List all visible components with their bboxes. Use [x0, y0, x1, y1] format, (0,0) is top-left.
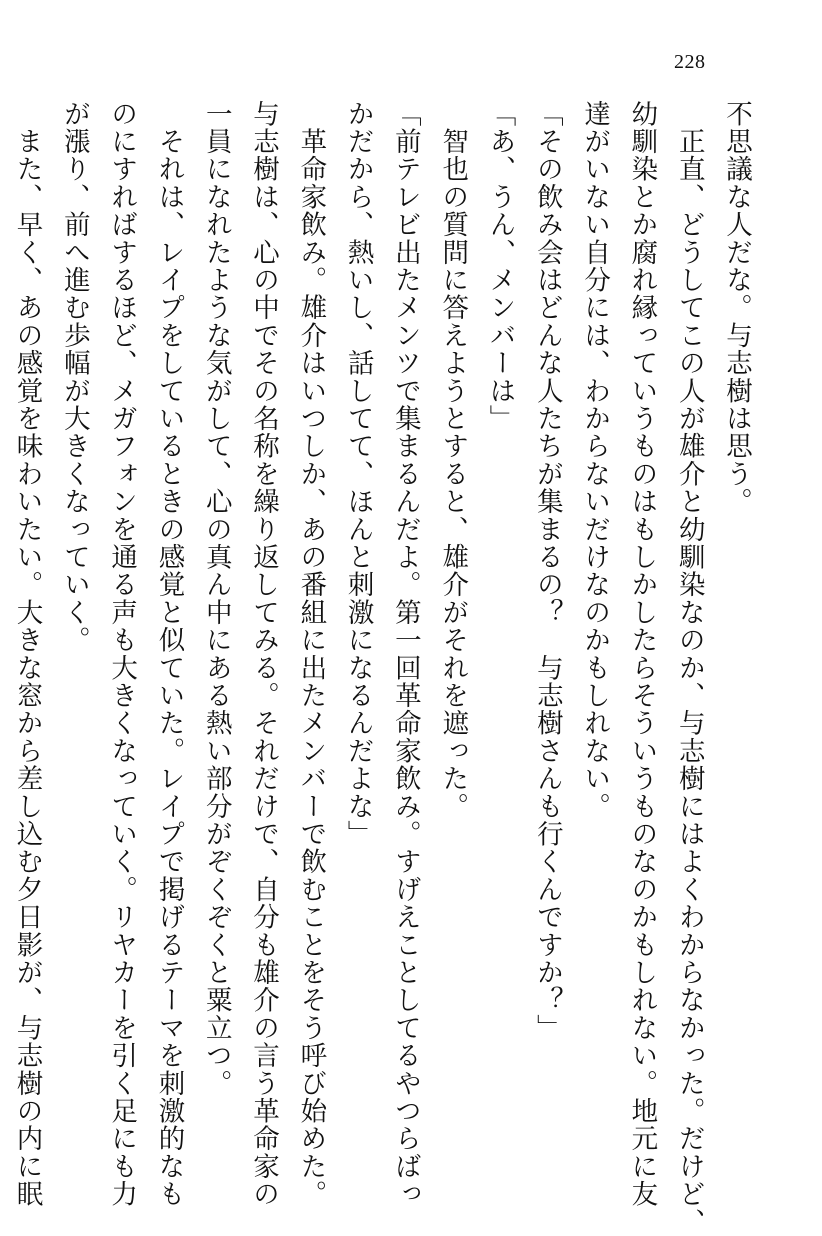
text-line: が漲り、前へ進む歩幅が大きくなっていく。: [58, 100, 90, 654]
text-line: 達がいない自分には、わからないだけなのかもしれない。: [579, 100, 611, 821]
text-line: のにすればするほど、メガフォンを通る声も大きくなっていく。リヤカーを引く足にも力: [106, 100, 138, 1208]
text-line: 不思議な人だな。与志樹は思う。: [721, 100, 752, 516]
text-line: 幼馴染とか腐れ縁っていうものはもしかしたらそういうものなのかもしれない。地元に友: [626, 100, 658, 1208]
text-line: 与志樹は、心の中でその名称を繰り返してみる。それだけで、自分も雄介の言う革命家の: [248, 100, 280, 1208]
text-line: それは、レイプをしているときの感覚と似ていた。レイプで掲げるテーマを刺激的なも: [153, 100, 185, 1208]
text-line: 正直、どうしてこの人が雄介と幼馴染なのか、与志樹にはよくわからなかった。だけど、: [673, 100, 705, 1236]
text-line: 一員になれたような気がして、心の真ん中にある熱い部分がぞくぞくと粟立つ。: [200, 100, 232, 1098]
text-line: 「前テレビ出たメンツで集まるんだよ。第一回革命家飲み。すげえことしてるやつらばっ: [389, 100, 421, 1208]
page-number: 228: [674, 51, 706, 73]
text-line: 「その飲み会はどんな人たちが集まるの？ 与志樹さんも行くんですか？」: [531, 100, 563, 1042]
text-line: かだから、熱いし、話してて、ほんと刺激になるんだよな」: [342, 100, 374, 848]
text-line: また、早く、あの感覚を味わいたい。大きな窓から差し込む夕日影が、与志樹の内に眠: [11, 100, 43, 1208]
text-line: 智也の質問に答えようとすると、雄介がそれを遮った。: [437, 100, 469, 821]
body-text: [0, 100, 760, 1236]
text-line: 革命家飲み。雄介はいつしか、あの番組に出たメンバーで飲むことをそう呼び始めた。: [295, 100, 327, 1208]
text-line: 「あ、うん、メンバーは」: [484, 100, 516, 433]
